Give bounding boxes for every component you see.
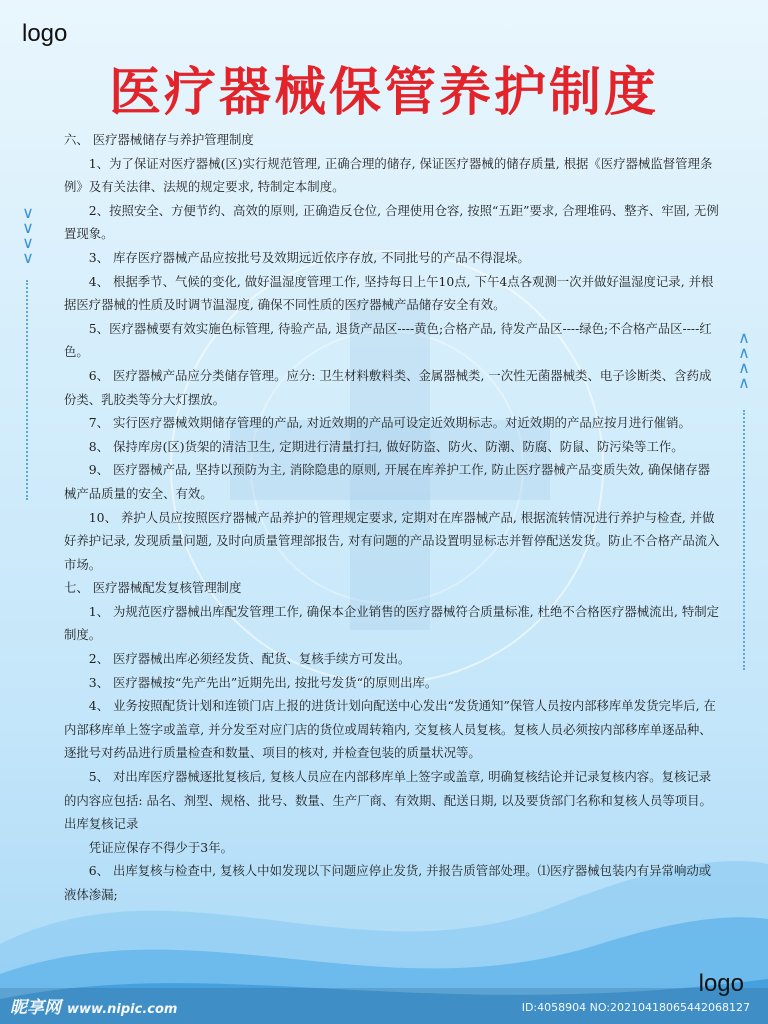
chevron-up-icon: ∧	[738, 328, 750, 347]
section-6-item-9: 9、 医疗器械产品, 坚持以预防为主, 消除隐患的原则, 开展在库养护工作, 防止医疗器械产品变质失效, 确保储存器械产品质量的安全、有效。	[64, 462, 710, 501]
watermark-brand	[10, 993, 177, 1018]
section-6-item-10: 10、 养护人员应按照医疗器械产品养护的管理规定要求, 定期对在库器械产品, 根据流转情况进行养护与检查, 并做好养护记录, 发现质量问题, 及时向质量管理部报告, 对有问题的产品设置明显标志并暂停配送发货。防止不合格产品流入市场。	[64, 509, 720, 572]
page-title: 医疗器械保管养护制度	[108, 62, 659, 123]
left-chevron-group	[18, 205, 38, 265]
section-7-item-5: 5、 对出库医疗器械逐批复核后, 复核人员应在内部移库单上签字或盖章, 明确复核结论并记录复核内容。复核记录的内容应包括: 品名、剂型、规格、批号、数量、生产厂商、有效期、配送日期, 以及要货部门名称和复核人员等项目。出库复核记录	[64, 769, 712, 832]
watermark-url: www.nipic.com	[67, 1002, 178, 1017]
section-6-item-6: 6、 医疗器械产品应分类储存管理。应分: 卫生材料敷料类、金属器械类, 一次性无菌器械类、电子诊断类、含药成份类、乳胶类等分大灯摆放。	[64, 367, 712, 407]
section-6-item-7: 7、 实行医疗器械效期储存管理的产品, 对近效期的产品可设定近效期标志。对近效期的产品应按月进行催销。	[88, 415, 691, 431]
section-6-item-3: 3、 库存医疗器械产品应按批号及效期远近依序存放, 不同批号的产品不得混垛。	[88, 249, 530, 265]
section-7-item-6: 6、 出库复核与检查中, 复核人中如发现以下问题应停止发货, 并报告质管部处理。⑴医疗器械包装内有异常响动或液体渗漏;	[64, 863, 712, 902]
image-id-text: ID:4058904 NO:20210418065442068127	[521, 1001, 750, 1014]
section-7-item-4: 4、 业务按照配货计划和连锁门店上报的进货计划向配送中心发出“发货通知”保管人员按内部移库单发货完毕后, 在内部移库单上签字或盖章, 并分发至对应门店的货位或周转箱内, 交复核人员复核。复核人员必须按内部移库单逐品种、逐批号对药品进行质量检查和数量、项目的核对, 并检查包装的质量状况等。	[64, 698, 716, 761]
chevron-down-icon: ∨	[22, 218, 34, 237]
section-7-item-5-cont: 凭证应保存不得少于3年。	[88, 839, 233, 855]
document-body	[64, 128, 720, 907]
chevron-down-icon: ∨	[22, 248, 34, 267]
section-7-item-1: 1、 为规范医疗器械出库配发管理工作, 确保本企业销售的医疗器械符合质量标准, 杜绝不合格医疗器械流出, 特制定制度。	[64, 603, 719, 643]
chevron-down-icon: ∨	[22, 203, 34, 222]
section-7-item-3: 3、 医疗器械按“先产先出”近期先出, 按批号发货“的原则出库。	[88, 674, 438, 690]
chevron-down-icon: ∨	[22, 233, 34, 252]
section-7-item-2: 2、 医疗器械出库必须经发货、配货、复核手续方可发出。	[88, 651, 411, 667]
section-6-item-4: 4、 根据季节、气候的变化, 做好温湿度管理工作, 坚持每日上午10点, 下午4点各观测一次并做好温湿度记录, 并根据医疗器械的性质及时调节温湿度, 确保不同性质的医疗器械产品储存安全有效。	[64, 273, 714, 313]
section-6-item-1: 1、为了保证对医疗器械(区)实行规范管理, 正确合理的储存, 保证医疗器械的储存质量, 根据《医疗器械监督管理条例》及有关法律、法规的规定要求, 特制定本制度。	[64, 155, 713, 195]
section-6-item-2: 2、按照安全、方便节约、高效的原则, 正确造反仓位, 合理使用仓容, 按照“五距”要求, 合理堆码、整齐、牢固, 无例置现象。	[64, 202, 719, 242]
section-7-heading: 七、 医疗器械配发复核管理制度	[64, 580, 242, 596]
chevron-up-icon: ∧	[738, 343, 750, 362]
logo-top: logo	[22, 20, 68, 47]
right-chevron-group	[734, 330, 754, 390]
chevron-up-icon: ∧	[738, 373, 750, 392]
left-dotted-line	[26, 280, 28, 500]
logo-bottom: logo	[698, 970, 744, 997]
right-dotted-line	[743, 410, 745, 670]
section-6-heading: 六、 医疗器械储存与养护管理制度	[64, 132, 254, 147]
section-6-item-5: 5、医疗器械要有效实施色标管理, 待验产品, 退货产品区----黄色;合格产品, 待发产品区----绿色;不合格产品区----红色。	[64, 320, 712, 360]
chevron-up-icon: ∧	[738, 358, 750, 377]
watermark-brand-text: 昵享网	[10, 998, 61, 1018]
section-6-item-8: 8、 保持库房(区)货架的清洁卫生, 定期进行清量打扫, 做好防盗、防火、防潮、防腐、防鼠、防污染等工作。	[88, 438, 684, 454]
